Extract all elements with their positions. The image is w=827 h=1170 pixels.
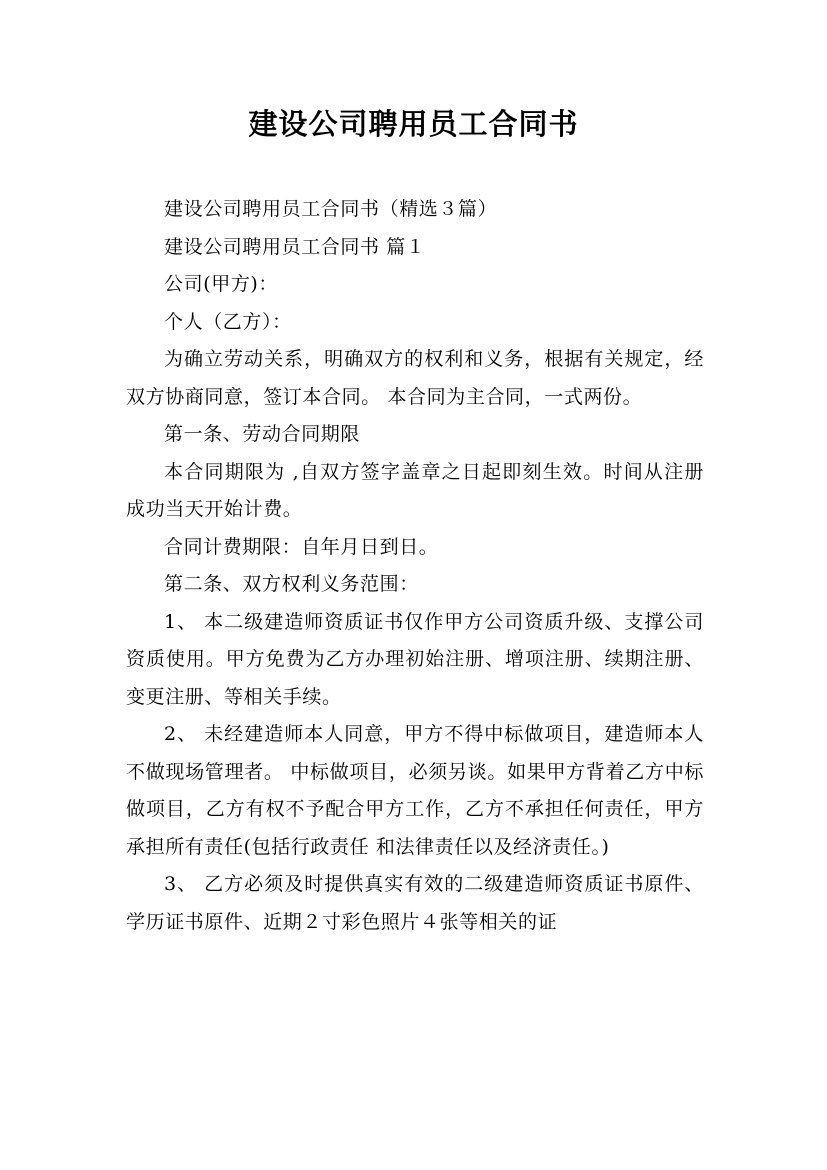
clause-paragraph: 1、 本二级建造师资质证书仅作甲方公司资质升级、支撑公司资质使用。甲方免费为乙方办理初始注册、增项注册、续期注册、变更注册、等相关手续。 <box>126 610 704 708</box>
body-paragraph: 合同计费期限：自年月日到日。 <box>164 535 439 558</box>
document-title: 建设公司聘用员工合同书 <box>248 107 579 141</box>
body-paragraph: 本合同期限为 ,自双方签字盖章之日起即刻生效。时间从注册成功当天开始计费。 <box>126 460 704 520</box>
article-heading: 第二条、双方权利义务范围： <box>164 573 419 595</box>
clause-paragraph: 2、 未经建造师本人同意，甲方不得中标做项目，建造师本人不做现场管理者。 中标做项目，必须另谈。如果甲方背着乙方中标做项目，乙方有权不予配合甲方工作，乙方不承担任何责任，甲方承担所有责任(包括行政责任 和法律责任以及经济责任。) <box>126 723 704 858</box>
party-b-line: 个人（乙方）： <box>164 310 292 333</box>
party-a-line: 公司(甲方)： <box>164 273 279 295</box>
article-heading: 第一条、劳动合同期限 <box>164 423 361 445</box>
document-body <box>126 191 704 941</box>
clause-paragraph: 3、 乙方必须及时提供真实有效的二级建造师资质证书原件、学历证书原件、近期２寸彩色照片４张等相关的证 <box>126 873 704 933</box>
subtitle-paragraph: 建设公司聘用员工合同书（精选３篇） <box>164 198 498 220</box>
body-paragraph: 为确立劳动关系，明确双方的权利和义务，根据有关规定，经双方协商同意，签订本合同。 本合同为主合同，一式两份。 <box>126 348 704 408</box>
section-heading: 建设公司聘用员工合同书 篇１ <box>164 235 426 258</box>
